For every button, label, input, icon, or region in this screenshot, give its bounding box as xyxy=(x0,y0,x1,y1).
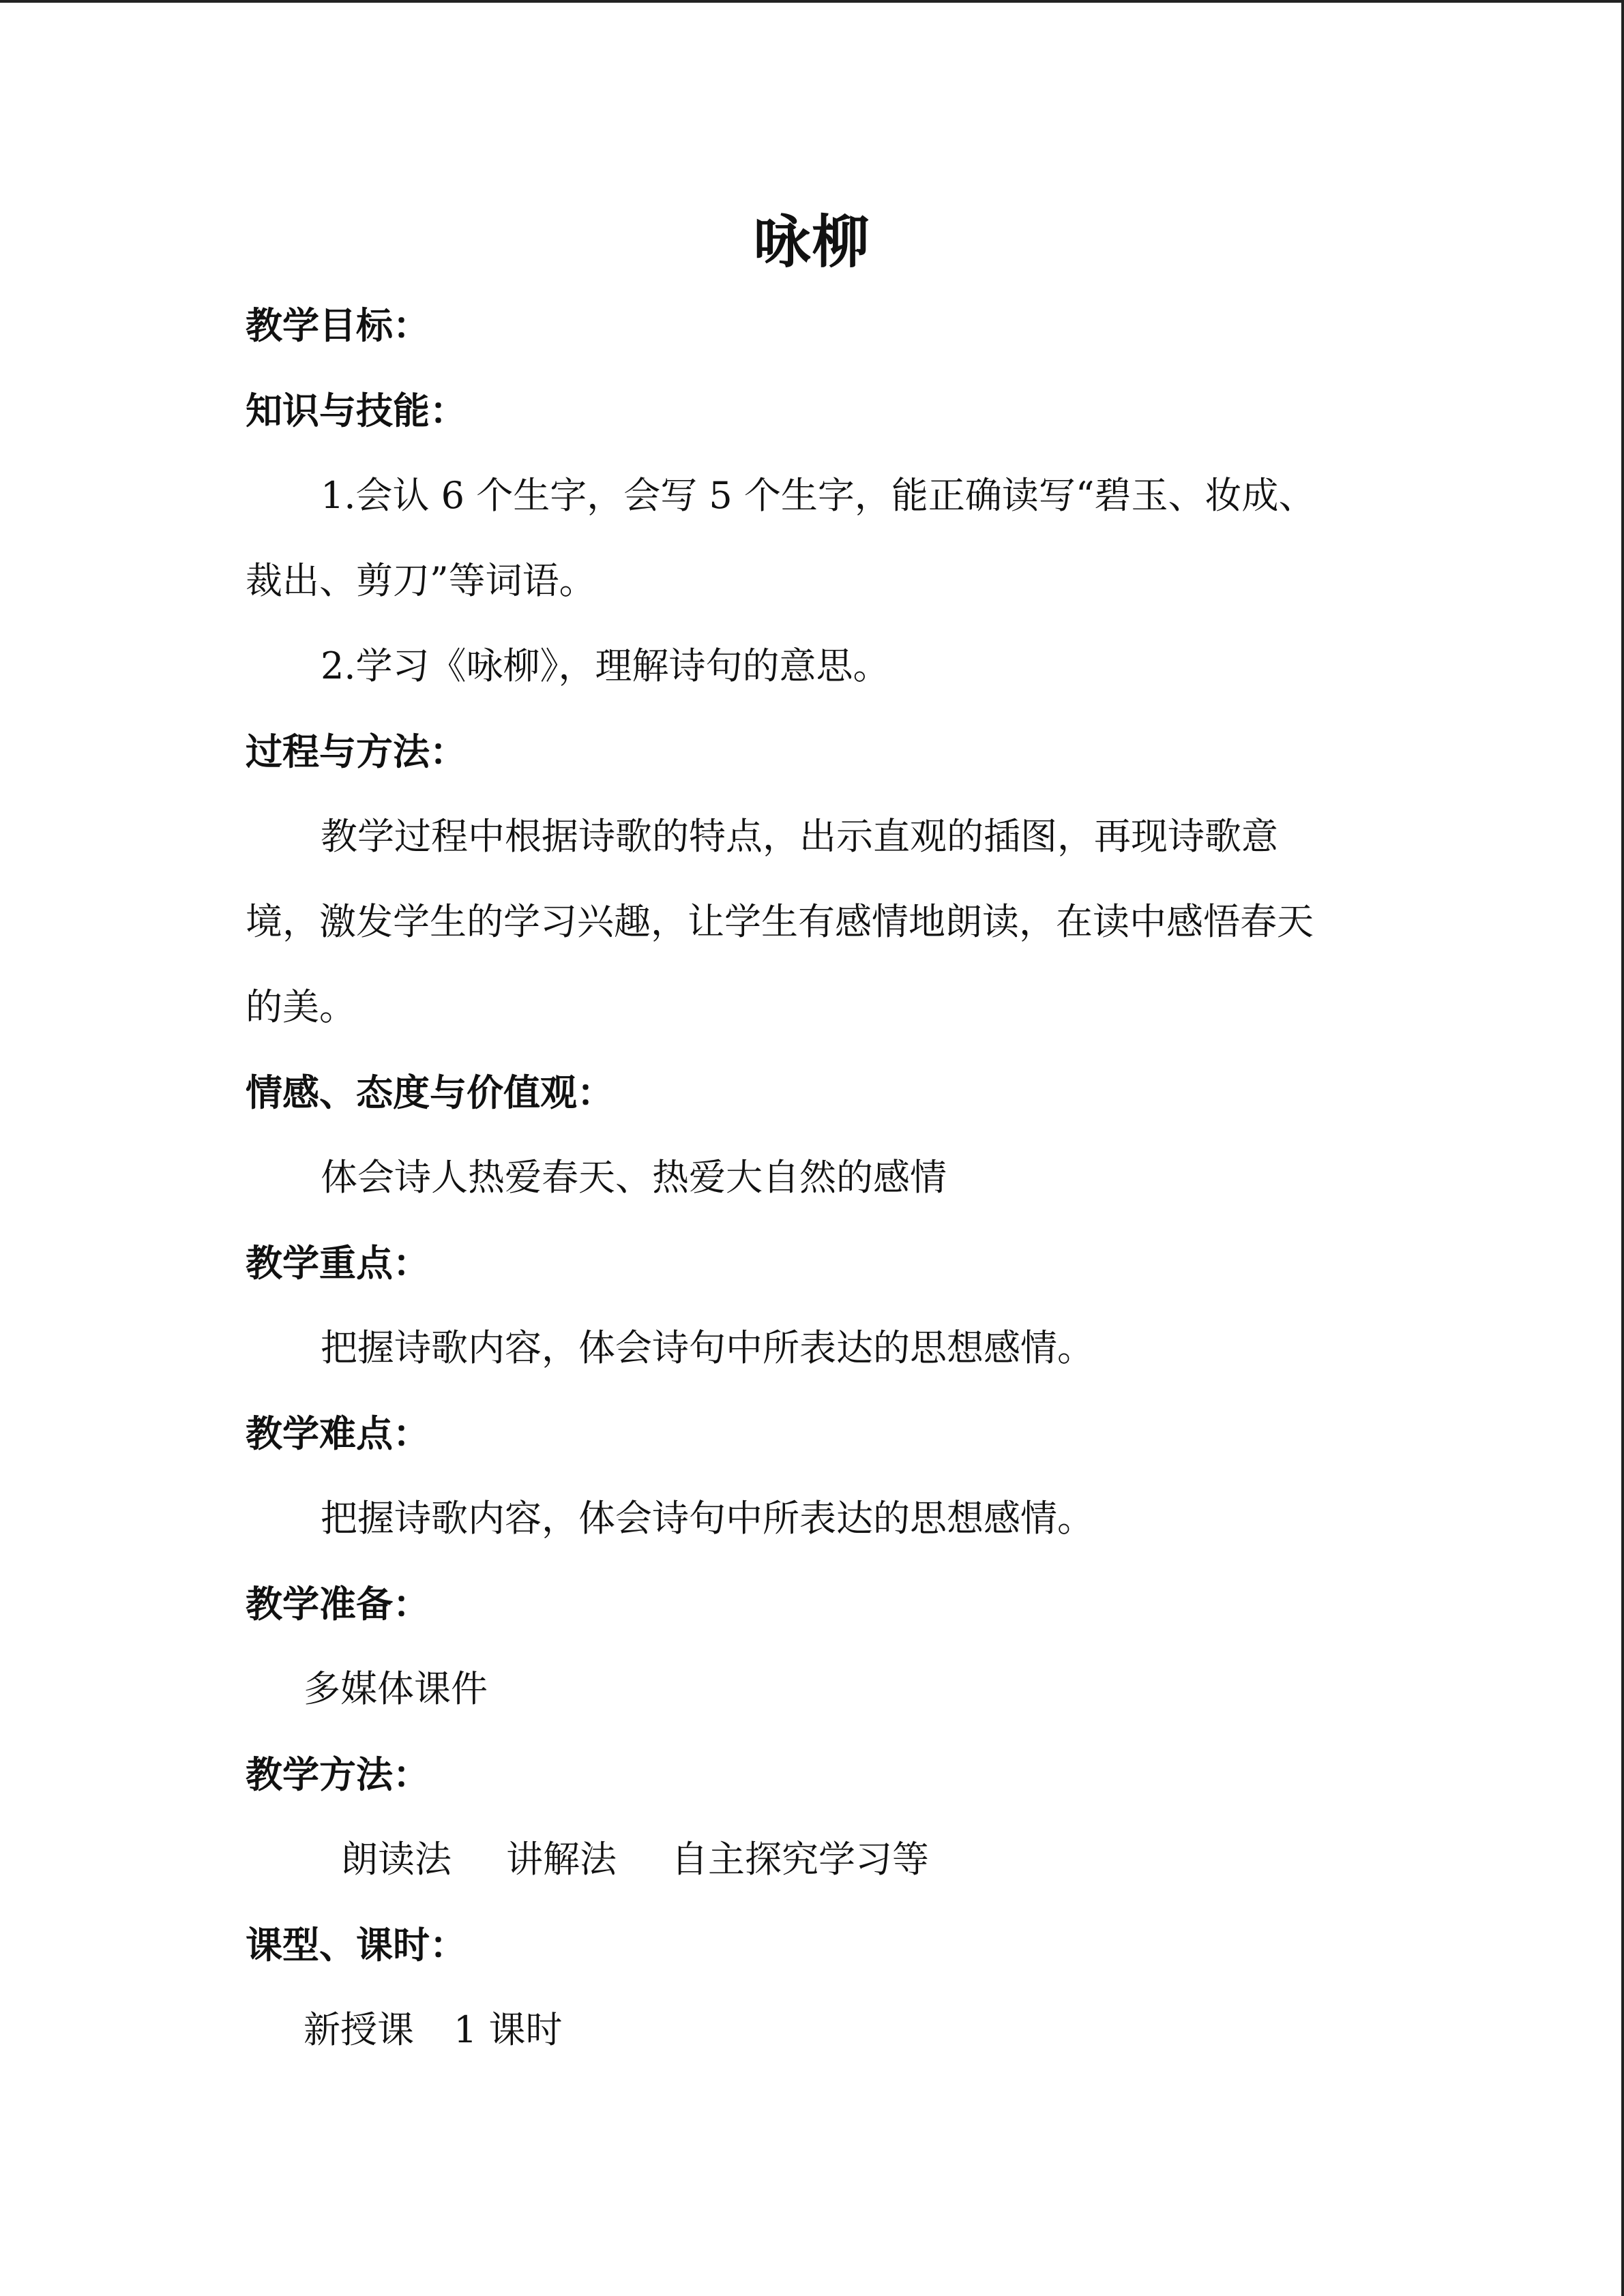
process-line-3: 的美。 xyxy=(246,985,356,1028)
key-points-text: 把握诗歌内容，体会诗句中所表达的思想感情。 xyxy=(321,1326,1094,1369)
page-border-top xyxy=(0,0,1624,3)
knowledge-item-1-line-1: 1.会认 6 个生字，会写 5 个生字，能正确读写“碧玉、妆成、 xyxy=(321,474,1316,517)
knowledge-heading: 知识与技能： xyxy=(246,389,467,432)
process-heading: 过程与方法： xyxy=(246,730,467,773)
methods-list xyxy=(341,1834,929,1885)
method-item: 自主探究学习等 xyxy=(671,1838,929,1881)
preparation-text: 多媒体课件 xyxy=(304,1667,488,1710)
methods-heading: 教学方法： xyxy=(246,1753,430,1796)
objectives-heading: 教学目标： xyxy=(246,303,430,347)
lesson-type: 新授课 xyxy=(304,2008,414,2051)
process-line-1: 教学过程中根据诗歌的特点，出示直观的插图，再现诗歌意 xyxy=(321,815,1278,858)
lesson-type-line xyxy=(304,2005,563,2055)
knowledge-item-2: 2.学习《咏柳》，理解诗句的意思。 xyxy=(321,644,890,687)
page-border-right xyxy=(1621,0,1624,2296)
method-item: 朗读法 xyxy=(341,1838,452,1881)
knowledge-item-1-line-2: 裁出、剪刀”等词语。 xyxy=(246,559,596,602)
lesson-type-heading: 课型、课时： xyxy=(246,1923,467,1967)
lesson-hours: 1 课时 xyxy=(454,2008,563,2051)
emotion-text: 体会诗人热爱春天、热爱大自然的感情 xyxy=(321,1156,947,1199)
difficulties-text: 把握诗歌内容，体会诗句中所表达的思想感情。 xyxy=(321,1497,1094,1540)
emotion-heading: 情感、态度与价值观： xyxy=(246,1071,614,1114)
difficulties-heading: 教学难点： xyxy=(246,1412,430,1455)
process-line-2: 境，激发学生的学习兴趣，让学生有感情地朗读，在读中感悟春天 xyxy=(246,900,1314,943)
preparation-heading: 教学准备： xyxy=(246,1582,430,1626)
page-title: 咏柳 xyxy=(753,208,871,275)
method-item: 讲解法 xyxy=(506,1838,617,1881)
key-points-heading: 教学重点： xyxy=(246,1241,430,1285)
